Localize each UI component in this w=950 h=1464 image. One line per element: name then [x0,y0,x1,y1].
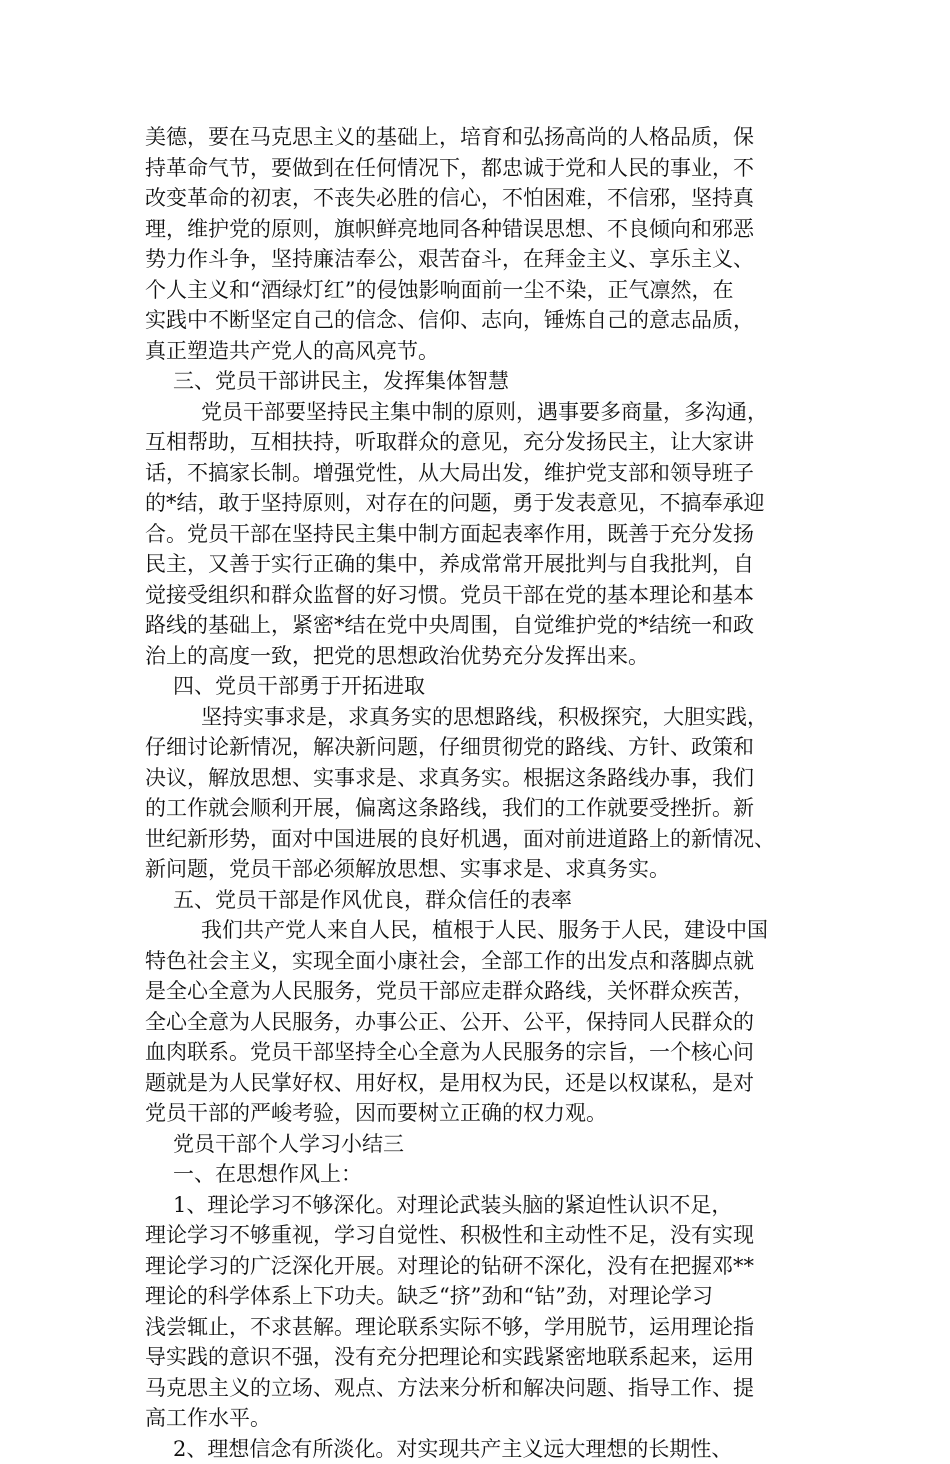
text-line: 我们共产党人来自人民，植根于人民、服务于人民，建设中国 [145,915,810,946]
section-heading: 一、在思想作风上： [145,1159,810,1190]
text-line: 党员干部的严峻考验，因而要树立正确的权力观。 [145,1098,810,1129]
section-heading: 党员干部个人学习小结三 [145,1129,810,1160]
text-line: 实践中不断坚定自己的信念、信仰、志向，锤炼自己的意志品质， [145,305,810,336]
text-line: 2、理想信念有所淡化。对实现共产主义远大理想的长期性、 [145,1434,810,1464]
text-line: 民主，又善于实行正确的集中，养成常常开展批判与自我批判，自 [145,549,810,580]
text-line: 全心全意为人民服务，办事公正、公开、公平，保持同人民群众的 [145,1007,810,1038]
text-line: 党员干部要坚持民主集中制的原则，遇事要多商量，多沟通， [145,397,810,428]
section-heading: 四、党员干部勇于开拓进取 [145,671,810,702]
text-line: 路线的基础上，紧密*结在党中央周围，自觉维护党的*结统一和政 [145,610,810,641]
text-line: 仔细讨论新情况，解决新问题，仔细贯彻党的路线、方针、政策和 [145,732,810,763]
text-line: 持革命气节，要做到在任何情况下，都忠诚于党和人民的事业，不 [145,153,810,184]
text-line: 决议，解放思想、实事求是、求真务实。根据这条路线办事，我们 [145,763,810,794]
section-heading: 三、党员干部讲民主，发挥集体智慧 [145,366,810,397]
text-line: 坚持实事求是，求真务实的思想路线，积极探究，大胆实践， [145,702,810,733]
text-line: 势力作斗争，坚持廉洁奉公，艰苦奋斗，在拜金主义、享乐主义、 [145,244,810,275]
text-line: 合。党员干部在坚持民主集中制方面起表率作用，既善于充分发扬 [145,519,810,550]
text-line: 特色社会主义，实现全面小康社会，全部工作的出发点和落脚点就 [145,946,810,977]
text-line: 觉接受组织和群众监督的好习惯。党员干部在党的基本理论和基本 [145,580,810,611]
text-line: 的*结，敢于坚持原则，对存在的问题，勇于发表意见，不搞奉承迎 [145,488,810,519]
section-heading: 五、党员干部是作风优良，群众信任的表率 [145,885,810,916]
text-line: 个人主义和“酒绿灯红”的侵蚀影响面前一尘不染，正气凛然，在 [145,275,810,306]
text-line: 理，维护党的原则，旗帜鲜亮地同各种错误思想、不良倾向和邪恶 [145,214,810,245]
text-line: 浅尝辄止，不求甚解。理论联系实际不够，学用脱节，运用理论指 [145,1312,810,1343]
text-line: 话，不搞家长制。增强党性，从大局出发，维护党支部和领导班子 [145,458,810,489]
text-line: 改变革命的初衷，不丧失必胜的信心，不怕困难，不信邪，坚持真 [145,183,810,214]
text-line: 题就是为人民掌好权、用好权，是用权为民，还是以权谋私，是对 [145,1068,810,1099]
text-line: 理论学习的广泛深化开展。对理论的钻研不深化，没有在把握邓** [145,1251,810,1282]
text-line: 的工作就会顺利开展，偏离这条路线，我们的工作就要受挫折。新 [145,793,810,824]
document-body [145,122,810,1464]
text-line: 理论学习不够重视，学习自觉性、积极性和主动性不足，没有实现 [145,1220,810,1251]
text-line: 高工作水平。 [145,1403,810,1434]
text-line: 是全心全意为人民服务，党员干部应走群众路线，关怀群众疾苦， [145,976,810,1007]
text-line: 马克思主义的立场、观点、方法来分析和解决问题、指导工作、提 [145,1373,810,1404]
text-line: 血肉联系。党员干部坚持全心全意为人民服务的宗旨，一个核心问 [145,1037,810,1068]
text-line: 真正塑造共产党人的高风亮节。 [145,336,810,367]
text-line: 治上的高度一致，把党的思想政治优势充分发挥出来。 [145,641,810,672]
text-line: 世纪新形势，面对中国进展的良好机遇，面对前进道路上的新情况、 [145,824,810,855]
text-line: 美德，要在马克思主义的基础上，培育和弘扬高尚的人格品质，保 [145,122,810,153]
text-line: 互相帮助，互相扶持，听取群众的意见，充分发扬民主，让大家讲 [145,427,810,458]
text-line: 理论的科学体系上下功夫。缺乏“挤”劲和“钻”劲，对理论学习 [145,1281,810,1312]
text-line: 1、理论学习不够深化。对理论武装头脑的紧迫性认识不足， [145,1190,810,1221]
text-line: 导实践的意识不强，没有充分把理论和实践紧密地联系起来，运用 [145,1342,810,1373]
text-line: 新问题，党员干部必须解放思想、实事求是、求真务实。 [145,854,810,885]
